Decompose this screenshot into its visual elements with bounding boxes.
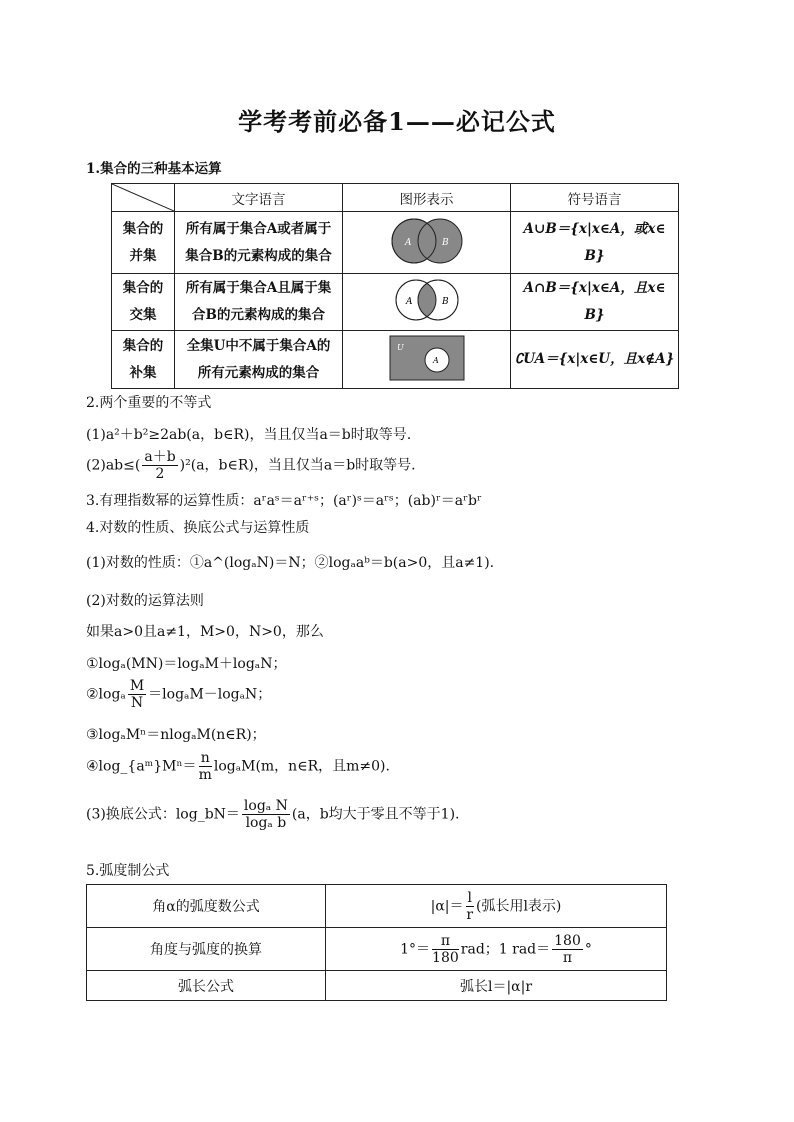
- radian-row-1-label: 角α的弧度数公式: [87, 885, 326, 928]
- radian-row-1-formula: |α|＝ $\frac{l}{r}$ (弧长用l表示): [326, 885, 667, 928]
- change-of-base: (3)换底公式：log_bN＝ $\frac{\text{logₐ N}}{\text{logₐ b}}$ (a，b均大于零且不等于1).: [86, 798, 460, 831]
- row-union-symbol: A∪B＝{x|x∈A，或x∈ B}: [511, 212, 679, 274]
- row-complement-desc: 全集U中不属于集合A的 所有元素构成的集合: [175, 331, 343, 389]
- venn-intersection-diagram: [382, 277, 472, 323]
- row-intersection-symbol: A∩B＝{x|x∈A，且x∈ B}: [511, 274, 679, 331]
- venn-label-a: A: [404, 237, 411, 248]
- log-rules-heading: (2)对数的运算法则: [86, 593, 204, 609]
- radian-table: [86, 884, 667, 1001]
- log-rule-1: ①logₐ(MN)＝logₐM＋logₐN；: [86, 656, 287, 672]
- venn-label-b: B: [441, 237, 449, 248]
- section-3-line: 3.有理指数幂的运算性质：aʳaˢ＝aʳ⁺ˢ；(aʳ)ˢ＝aʳˢ；(ab)ʳ＝aʳbʳ: [86, 493, 482, 509]
- row-union-name: 集合的 并集: [112, 212, 175, 274]
- inequality-1: (1)a²＋b²≥2ab(a，b∈R)，当且仅当a＝b时取等号.: [86, 427, 412, 443]
- venn-label-a: A: [405, 297, 412, 307]
- log-properties: (1)对数的性质：①a^(logₐN)＝N；②logₐaᵇ＝b(a>0，且a≠1).: [86, 555, 495, 571]
- row-intersection-desc: 所有属于集合A且属于集 合B的元素构成的集合: [175, 274, 343, 331]
- row-union-desc: 所有属于集合A或者属于 集合B的元素构成的集合: [175, 212, 343, 274]
- set-operations-table: [111, 183, 679, 389]
- header-text-language: 文字语言: [175, 184, 343, 212]
- table-corner-cell: [112, 184, 175, 212]
- section-2-heading: 2.两个重要的不等式: [86, 395, 212, 411]
- page-title: 学考考前必备1——必记公式: [238, 107, 556, 136]
- row-complement-name: 集合的 补集: [112, 331, 175, 389]
- row-complement-symbol: ∁UA＝{x|x∈U，且x∉A}: [511, 331, 679, 389]
- header-symbol-language: 符号语言: [511, 184, 679, 212]
- inequality-2: (2)ab≤( $\frac{a+b}{2}$ )²(a，b∈R)，当且仅当a＝b时取等号.: [86, 449, 416, 482]
- venn-label-b: B: [441, 297, 449, 307]
- log-rule-3: ③logₐMⁿ＝nlogₐM(n∈R)；: [86, 727, 266, 743]
- venn-union-diagram: [382, 215, 472, 267]
- venn-label-u: U: [396, 342, 404, 352]
- header-graph: 图形表示: [343, 184, 511, 212]
- section-5-heading: 5.弧度制公式: [86, 863, 170, 879]
- venn-complement-diagram: [389, 335, 465, 381]
- log-rules-condition: 如果a>0且a≠1，M>0，N>0，那么: [86, 624, 324, 640]
- venn-label-a: A: [432, 355, 439, 365]
- radian-row-3-label: 弧长公式: [87, 971, 326, 1001]
- venn-intersection-cell: [343, 274, 511, 331]
- venn-union-cell: [343, 212, 511, 274]
- log-rule-4: ④log_{aᵐ}Mⁿ＝ $\frac{n}{m}$ logₐM(m，n∈R，且m≠0).: [86, 750, 390, 783]
- section-1-heading: 1.集合的三种基本运算: [86, 161, 222, 177]
- section-4-heading: 4.对数的性质、换底公式与运算性质: [86, 520, 310, 536]
- radian-row-3-formula: 弧长l＝|α|r: [326, 971, 667, 1001]
- row-intersection-name: 集合的 交集: [112, 274, 175, 331]
- radian-row-2-label: 角度与弧度的换算: [87, 928, 326, 971]
- log-rule-2: ②logₐ $\frac{M}{N}$ ＝logₐM－logₐN；: [86, 678, 272, 711]
- radian-row-2-formula: 1°＝ $\frac{\pi}{180}$ rad；1 rad＝ $\frac{180}{\pi}$ °: [326, 928, 667, 971]
- venn-complement-cell: [343, 331, 511, 389]
